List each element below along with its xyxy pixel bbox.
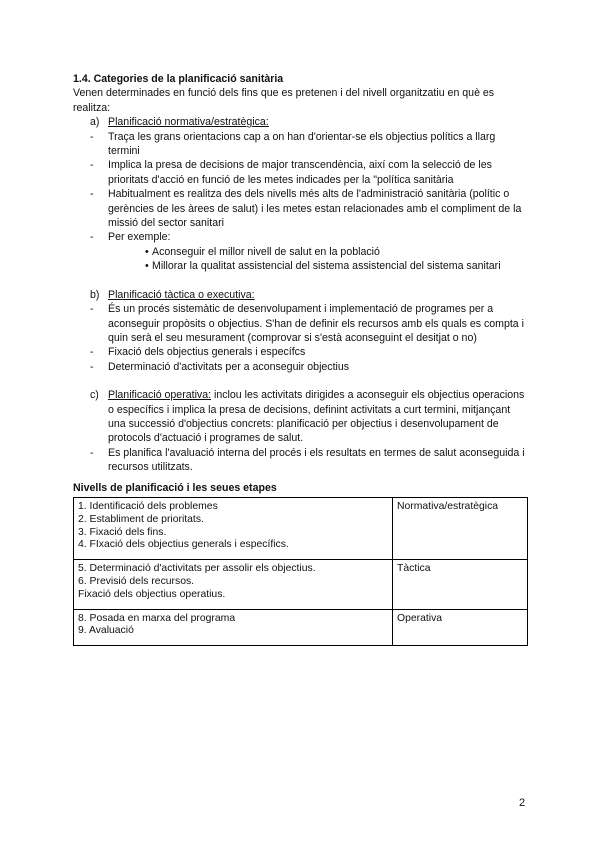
list-marker: a) <box>90 116 100 129</box>
stages-cell <box>74 560 393 609</box>
dash-marker: - <box>90 360 94 373</box>
stage-line: 6. Previsió dels recursos. <box>78 575 195 587</box>
example-text: Aconseguir el millor nivell de salut en la població <box>152 245 380 258</box>
list-item-text: Per exemple: <box>108 231 171 244</box>
dash-marker: - <box>90 231 94 244</box>
bullet-marker: • <box>145 260 149 273</box>
list-marker: c) <box>90 389 99 402</box>
section-title: 1.4. Categories de la planificació sanitària <box>73 73 284 85</box>
list-item <box>90 302 528 345</box>
table-title: Nivells de planificació i les seues etapes <box>73 481 277 494</box>
document-page <box>73 72 528 646</box>
planning-levels-table <box>73 497 528 646</box>
bullet-marker: • <box>145 245 149 258</box>
stage-line: 8. Posada en marxa del programa <box>78 612 236 624</box>
level-cell: Operativa <box>393 609 528 646</box>
list-item <box>90 345 528 359</box>
subsection-b-heading <box>90 288 528 302</box>
level-cell: Normativa/estratègica <box>393 497 528 559</box>
list-item <box>90 130 528 159</box>
list-item <box>90 446 528 475</box>
list-item-text: Determinació d'activitats per a aconseguir objectius <box>108 360 350 373</box>
list-item <box>90 360 528 374</box>
example-item <box>145 259 528 273</box>
list-item-text: Es planifica l'avaluació interna del procés i els resultats en termes de salut aconseguida i recursos utilitzats. <box>108 446 525 474</box>
list-item-text: És un procés sistemàtic de desenvolupament i implementació de programes per a aconseguir propòsits o objectius. S'han de definir els recursos amb els quals es compta i quin serà el seu mesurament (comprovar si s'està aconseguint el desitjat o no) <box>108 303 524 344</box>
subsection-title: Planificació tàctica o executiva: <box>108 288 255 301</box>
list-item <box>90 187 528 230</box>
subsection-title: Planificació normativa/estratègica: <box>108 116 269 129</box>
example-item <box>145 245 528 259</box>
list-item-text: Fixació dels objectius generals i específcs <box>108 346 306 359</box>
table-row <box>74 609 528 646</box>
stages-cell <box>74 497 393 559</box>
stages-cell <box>74 609 393 646</box>
dash-marker: - <box>90 446 94 459</box>
spacer <box>73 274 528 288</box>
list-item-text: Implica la presa de decisions de major transcendència, així com la selecció de les prioritats d'acció en funció de les metes indicades per la "política sanitària <box>108 159 492 186</box>
dash-marker: - <box>90 303 94 316</box>
subsection-c-heading <box>90 388 528 446</box>
level-cell: Tàctica <box>393 560 528 609</box>
dash-marker: - <box>90 188 94 201</box>
section-intro: Venen determinades en funció dels fins que es pretenen i del nivell organitzatiu en què es realitza: <box>73 87 495 114</box>
subsection-description: inclou les activitats dirigides a aconseguir els objectius operacions o específics i implica la presa de decisions, definint activitats a curt termini, mitjançant una successió d'objectius concrets: planificació per objectius i desenvolupament de protocols d'actuació i programes de salut. <box>108 389 525 445</box>
list-item-text: Habitualment es realitza des dels nivells més alts de l'administració sanitària (polític o gerències de les àrees de salut) i les metes estan relacionades amb el compliment de la missió del sector sanitari <box>108 188 522 230</box>
stage-line: Fixació dels objectius operatius. <box>78 588 226 600</box>
dash-marker: - <box>90 346 94 359</box>
list-item <box>90 158 528 187</box>
dash-marker: - <box>90 159 94 172</box>
stage-line: 5. Determinació d'activitats per assolir els objectius. <box>78 563 316 575</box>
subsection-title: Planificació operativa: <box>108 389 212 402</box>
stage-line: 4. FIxació dels objectius generals i específics. <box>78 539 289 551</box>
stage-line: 9. Avaluació <box>78 625 134 637</box>
stage-line: 3. Fixació dels fins. <box>78 526 167 538</box>
list-item <box>90 230 528 244</box>
page-number: 2 <box>519 797 526 809</box>
table-row <box>74 497 528 559</box>
dash-marker: - <box>90 130 94 143</box>
list-item-text: Traça les grans orientacions cap a on han d'orientar-se els objectius polítics a llarg termini <box>108 130 496 158</box>
table-row <box>74 560 528 609</box>
stage-line: 2. Establiment de prioritats. <box>78 513 204 525</box>
list-marker: b) <box>90 288 100 301</box>
subsection-a-heading <box>90 115 528 129</box>
stage-line: 1. Identificació dels problemes <box>78 500 218 512</box>
example-text: Millorar la qualitat assistencial del sistema assistencial del sistema sanitari <box>152 260 501 273</box>
spacer <box>73 374 528 388</box>
